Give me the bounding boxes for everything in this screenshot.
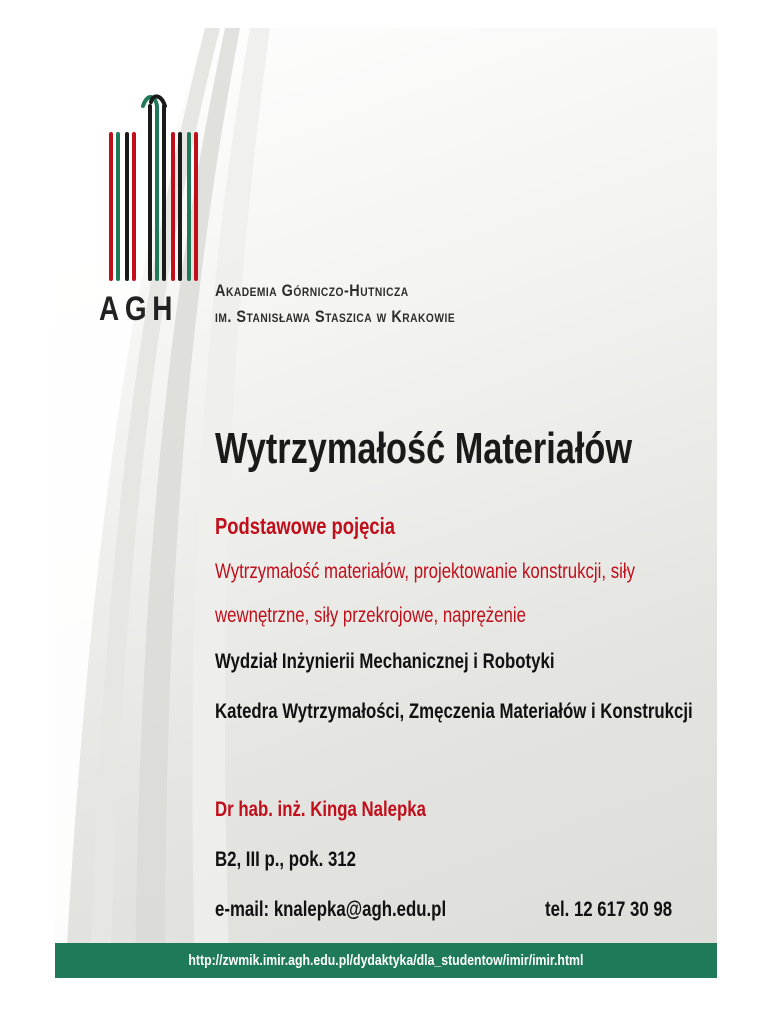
topic-line2: wewnętrzne, siły przekrojowe, naprężenie [215, 604, 526, 627]
topic-heading: Podstawowe pojęcia [215, 513, 395, 539]
university-name-line1: Akademia Górniczo-Hutnicza [215, 281, 409, 300]
room-info: B2, III p., pok. 312 [215, 848, 356, 871]
agh-logo-text: AGH [99, 290, 179, 328]
footer-bar [55, 943, 717, 978]
agh-logo-icon [103, 94, 203, 284]
phone-contact: tel. 12 617 30 98 [545, 898, 673, 921]
page-title: Wytrzymałość Materiałów [215, 424, 633, 473]
faculty-name: Wydział Inżynierii Mechanicznej i Robotyki [215, 650, 555, 673]
university-name-line2: im. Stanisława Staszica w Krakowie [215, 307, 456, 326]
topic-line1: Wytrzymałość materiałów, projektowanie konstrukcji, siły [215, 560, 635, 583]
department-name: Katedra Wytrzymałości, Zmęczenia Materiałów i Konstrukcji [215, 700, 693, 723]
university-name [215, 278, 498, 330]
email-contact: e-mail: knalepka@agh.edu.pl [215, 898, 447, 921]
author-name: Dr hab. inż. Kinga Nalepka [215, 798, 426, 821]
footer-url-link[interactable]: http://zwmik.imir.agh.edu.pl/dydaktyka/dla_studentow/imir/imir.html [188, 952, 584, 969]
title-slide [55, 28, 717, 978]
